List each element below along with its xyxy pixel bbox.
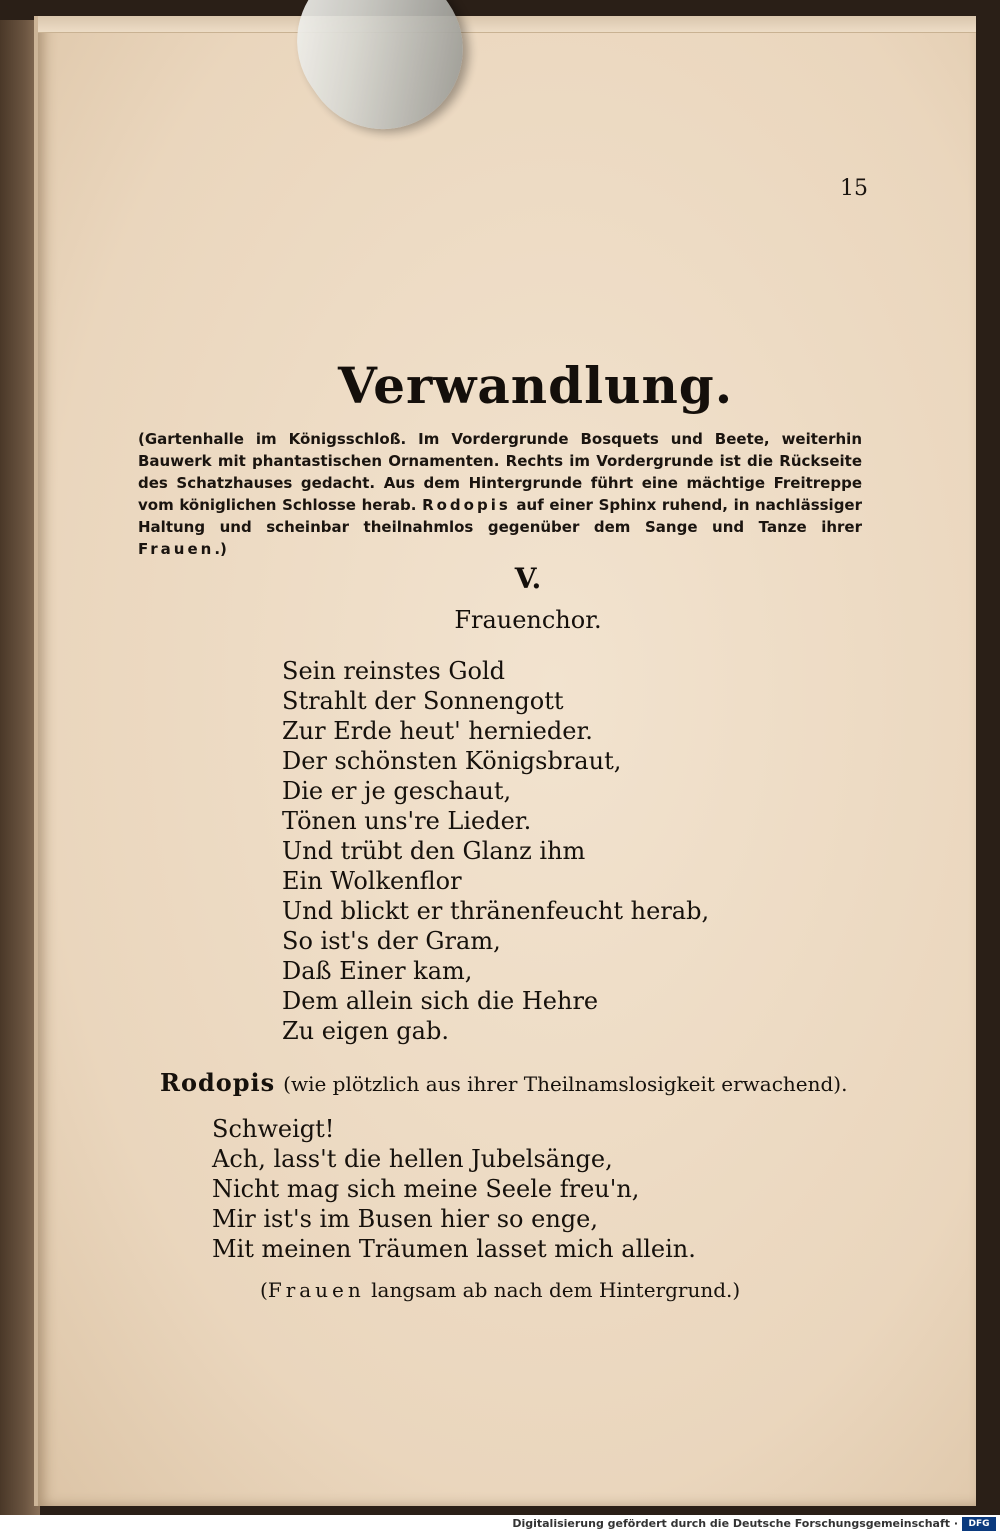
verse-line: Zu eigen gab. [282, 1017, 449, 1045]
verse-line: Ein Wolkenflor [282, 867, 462, 895]
verse-line: Strahlt der Sonnengott [282, 687, 564, 715]
page-number: 15 [840, 176, 868, 201]
verse-line: Mir ist's im Busen hier so enge, [212, 1205, 598, 1233]
verse-line: Der schönsten Königsbraut, [282, 747, 622, 775]
stage-direction-text-2: auf einer Sphinx ruhend, in nachlässiger Haltung und scheinbar theilnahmlos gegenüber dem Sange und Tanze ihrer [138, 496, 862, 536]
page-top-edge [38, 16, 976, 33]
verse-line: Schweigt! [212, 1115, 335, 1143]
exit-open-paren: ( [260, 1278, 268, 1302]
scene-title: Verwandlung. [338, 356, 734, 415]
footer-bar [0, 1515, 1000, 1534]
exit-text: langsam ab nach dem Hintergrund.) [364, 1278, 741, 1302]
verse-line: Sein reinstes Gold [282, 657, 505, 685]
speaker-chorus: Frauenchor. [454, 606, 602, 634]
rodopis-speaker-line [160, 1068, 900, 1097]
verse-line: Ach, lass't die hellen Jubelsänge, [212, 1145, 613, 1173]
scene-number: V. [514, 562, 542, 595]
exit-women: Frauen [267, 1278, 365, 1302]
verse-line: Tönen uns're Lieder. [282, 807, 532, 835]
verse-line: Nicht mag sich meine Seele freu'n, [212, 1175, 640, 1203]
verse-line: Daß Einer kam, [282, 957, 473, 985]
rodopis-verse [212, 1114, 792, 1264]
stage-direction-name: Rodopis [422, 496, 511, 514]
verse-line: Zur Erde heut' hernieder. [282, 717, 593, 745]
stage-direction-text-1: (Gartenhalle im Königsschloß. Im Vordergrunde Bosquets und Beete, weiterhin Bauwerk mit phantastischen Ornamenten. Rechts im Vordergrunde ist die Rückseite des Schatzhauses gedacht. Aus dem Hintergrunde führt eine mächtige Freitreppe vom königlichen Schlosse herab. [138, 430, 862, 514]
verse-line: Dem allein sich die Hehre [282, 987, 599, 1015]
funding-credit: Digitalisierung gefördert durch die Deutsche Forschungsgemeinschaft · [512, 1517, 958, 1530]
stage-direction-text-3: .) [214, 540, 227, 558]
verse-line: So ist's der Gram, [282, 927, 501, 955]
verse-line: Und trübt den Glanz ihm [282, 837, 586, 865]
stage-direction-women: Frauen [138, 540, 215, 558]
exit-direction [260, 1278, 840, 1302]
speaker-rodopis: Rodopis [160, 1068, 276, 1097]
book-page [34, 16, 976, 1506]
stage-direction [138, 428, 862, 560]
verse-line: Die er je geschaut, [282, 777, 512, 805]
dfg-logo: DFG [962, 1517, 996, 1531]
verse-line: Mit meinen Träumen lasset mich allein. [212, 1235, 696, 1263]
chorus-verse [282, 656, 782, 1046]
rodopis-direction: (wie plötzlich aus ihrer Theilnamslosigkeit erwachend). [283, 1072, 848, 1096]
verse-line: Und blickt er thränenfeucht herab, [282, 897, 710, 925]
